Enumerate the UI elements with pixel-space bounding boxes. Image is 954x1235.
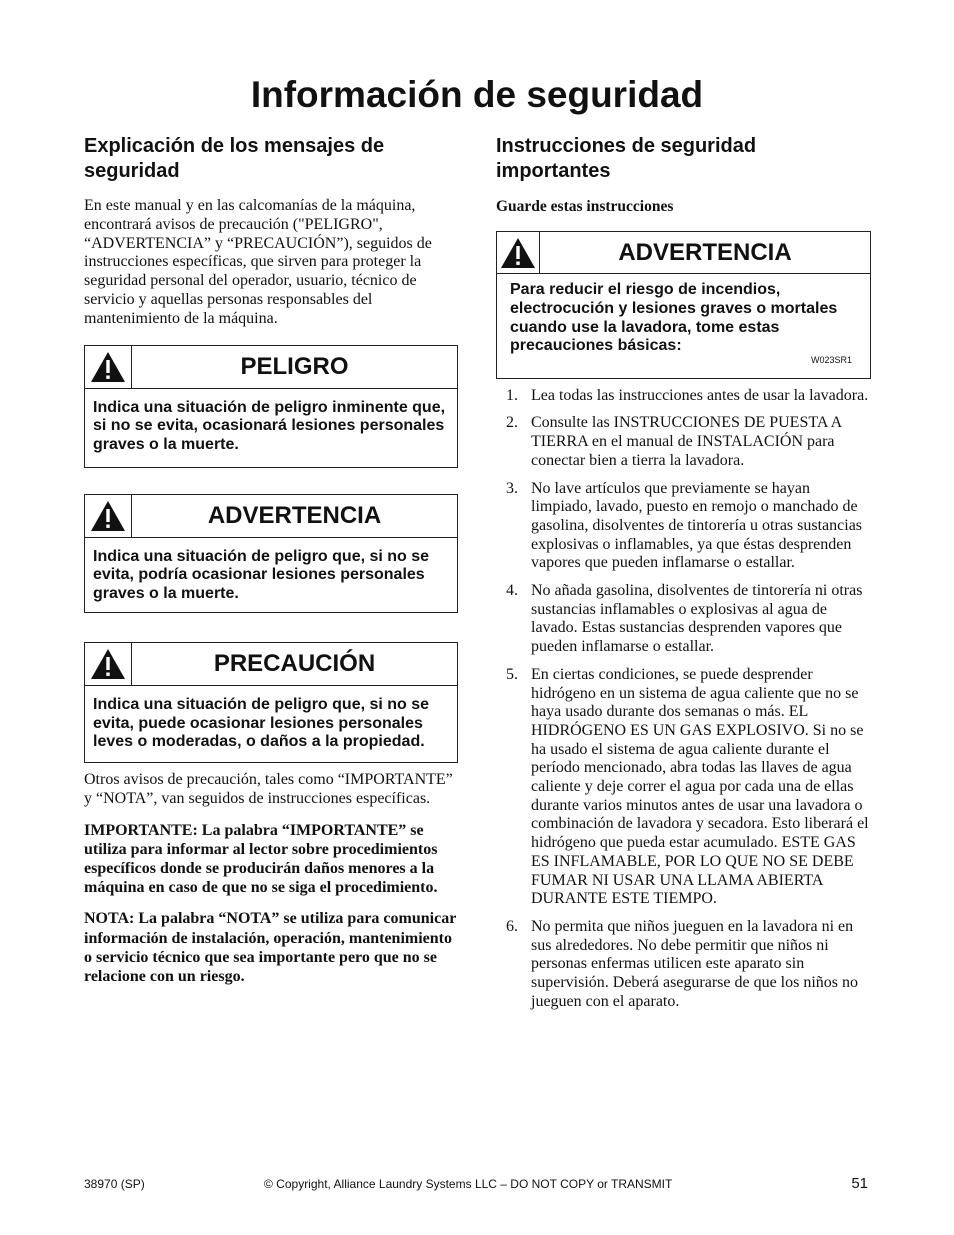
danger-box xyxy=(84,345,458,468)
right-warning-text: Para reducir el riesgo de incendios, electrocución y lesiones graves o mortales cuando use la lavadora, tome estas precauciones básicas: xyxy=(510,281,838,355)
footer-copyright: © Copyright, Alliance Laundry Systems LLC – DO NOT COPY or TRANSMIT xyxy=(264,1177,673,1191)
list-item: 1. Lea todas las instrucciones antes de usar la lavadora. xyxy=(506,386,869,404)
other-notices-paragraph: Otros avisos de precaución, tales como “IMPORTANTE” y “NOTA”, van seguidos de instrucciones específicas. xyxy=(84,770,453,807)
right-warning-signal-word: ADVERTENCIA xyxy=(618,239,792,267)
safety-instructions-list xyxy=(496,387,871,1012)
warning-triangle-icon xyxy=(497,232,540,273)
right-warning-box xyxy=(496,231,871,379)
warning-box xyxy=(84,494,458,613)
save-instructions-note: Guarde estas instrucciones xyxy=(496,198,674,215)
warning-triangle-icon xyxy=(85,346,132,388)
importante-paragraph: IMPORTANTE: La palabra “IMPORTANTE” se utiliza para informar al lector sobre procedimientos específicos donde se producirán daños menores a la máquina en caso de que no se siga el procedimiento. xyxy=(84,821,438,897)
left-heading: Explicación de los mensajes de seguridad xyxy=(84,135,385,182)
list-item: 3. No lave artículos que previamente se hayan limpiado, lavado, puesto en remojo o manchado de gasolina, disolventes de tintorería u otras sustancias explosivas o inflamables, ya que éstas desprenden vapores que pueden inflamarse o estallar. xyxy=(506,479,863,572)
caution-signal-word: PRECAUCIÓN xyxy=(213,649,376,677)
warning-triangle-icon xyxy=(85,643,132,685)
right-heading: Instrucciones de seguridad importantes xyxy=(496,135,757,182)
footer-doc-number: 38970 (SP) xyxy=(84,1177,145,1191)
warning-triangle-icon xyxy=(85,495,132,537)
list-item: 2. Consulte las INSTRUCCIONES DE PUESTA A TIERRA en el manual de INSTALACIÓN para conectar bien a tierra la lavadora. xyxy=(506,414,842,469)
list-item: 5. En ciertas condiciones, se puede desprender hidrógeno en un sistema de agua caliente que no se haya usado durante dos semanas o más. EL HIDRÓGENO ES UN GAS EXPLOSIVO. Si no se ha usado el sistema de agua caliente durante el período mencionado, abra todas las llaves de agua caliente y deje correr el agua por cada una de ellas durante varios minutos antes de usar una lavadora o combinación de lavadora y secadora. Esto liberará el hidrógeno que pueda estar acumulado. ESTE GAS ES INFLAMABLE, POR LO QUE NO SE DEBE FUMAR NI USAR UNA LLAMA ABIERTA DURANTE ESTE TIEMPO. xyxy=(506,665,869,908)
left-column xyxy=(84,134,458,986)
list-item: 6. No permita que niños jueguen en la lavadora ni en sus alrededores. No debe permitir que niños ni personas enfermas utilicen este aparato sin supervisión. Deberá asegurarse de que los niños no jueguen con el aparato. xyxy=(506,918,859,1010)
danger-text: Indica una situación de peligro inminente que, si no se evita, ocasionará lesiones personales graves o la muerte. xyxy=(93,398,446,453)
intro-paragraph: En este manual y en las calcomanías de la máquina, encontrará avisos de precaución ("PELIGRO", “ADVERTENCIA” y “PRECAUCIÓN”), seguidos de instrucciones específicas, que sirven para proteger la seguridad personal del operador, usuario, técnico de servicio y aquellas personas responsables del mantenimiento de la máquina. xyxy=(84,197,432,327)
list-item: 4. No añada gasolina, disolventes de tintorería ni otras sustancias inflamables o explosivas al agua de lavado. Estas sustancias desprenden vapores que pueden inflamarse o estallar. xyxy=(506,582,863,656)
caution-text: Indica una situación de peligro que, si no se evita, puede ocasionar lesiones personales leves o moderadas, o daños a la propiedad. xyxy=(93,695,430,751)
nota-paragraph: NOTA: La palabra “NOTA” se utiliza para comunicar información de instalación, operación, mantenimiento o servicio técnico que sea importante pero que no se relacione con un riesgo. xyxy=(84,910,456,985)
warning-code: W023SR1 xyxy=(810,355,852,366)
warning-text: Indica una situación de peligro que, si no se evita, podría ocasionar lesiones personales graves o la muerte. xyxy=(93,547,430,603)
danger-signal-word: PELIGRO xyxy=(240,352,349,380)
page-title: Información de seguridad xyxy=(250,74,704,115)
right-column xyxy=(496,134,871,1021)
caution-box xyxy=(84,642,458,763)
footer-page-number: 51 xyxy=(851,1175,868,1192)
warning-signal-word: ADVERTENCIA xyxy=(207,501,382,529)
